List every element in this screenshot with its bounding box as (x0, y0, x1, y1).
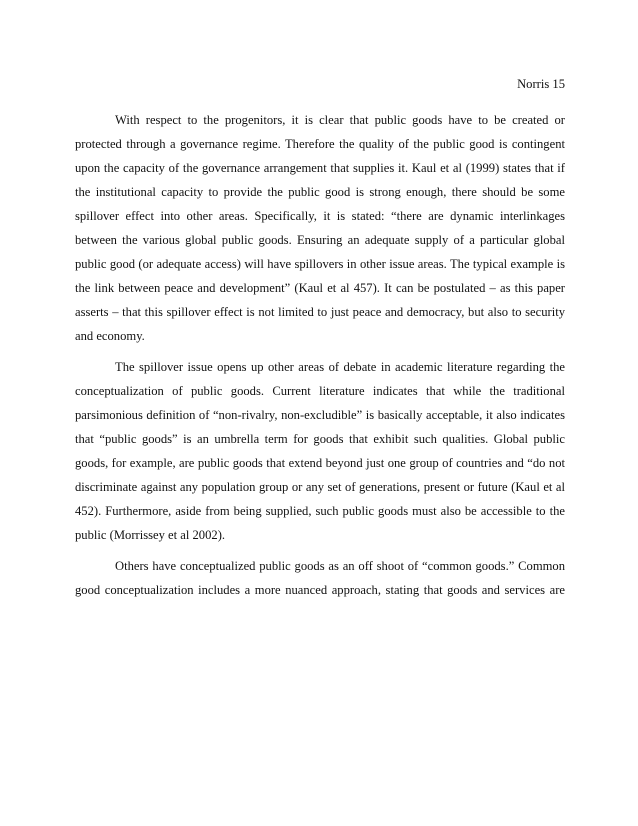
paragraph-line: that “public goods” is an umbrella term for goods that exhibit such qualities. Global public (75, 432, 565, 446)
running-head: Norris 15 (517, 77, 565, 91)
paragraph-line: good conceptualization includes a more nuanced approach, stating that goods and services are (75, 583, 565, 597)
paragraph-line: and economy. (75, 329, 145, 343)
paragraph-line: conceptualization of public goods. Current literature indicates that while the traditional (75, 384, 565, 398)
paragraph-gap (75, 547, 565, 554)
paragraph-spillover (75, 355, 565, 547)
paragraph-line: Others have conceptualized public goods as an off shoot of “common goods.” Common (115, 559, 565, 573)
paragraph-progenitors (75, 108, 565, 348)
paragraph-line: between the various global public goods. Ensuring an adequate supply of a particular global (75, 233, 565, 247)
paragraph-line: parsimonious definition of “non-rivalry, non-excludible” is basically acceptable, it also indicates (75, 408, 565, 422)
paragraph-line: the institutional capacity to provide the public good is strong enough, there should be some (75, 185, 565, 199)
paragraph-line: 452). Furthermore, aside from being supplied, such public goods must also be accessible to the (75, 504, 565, 518)
paragraph-common-goods (75, 554, 565, 602)
paragraph-line: public (Morrissey et al 2002). (75, 528, 226, 542)
paragraph-line: the link between peace and development” (Kaul et al 457). It can be postulated – as this paper (75, 281, 565, 295)
paragraph-line: asserts – that this spillover effect is not limited to just peace and democracy, but also to security (75, 305, 565, 319)
paragraph-line: discriminate against any population group or any set of generations, present or future (Kaul et al (75, 480, 565, 494)
paragraph-line: upon the capacity of the governance arrangement that supplies it. Kaul et al (1999) states that if (75, 161, 565, 175)
paragraph-line: protected through a governance regime. Therefore the quality of the public good is contingent (75, 137, 565, 151)
paragraph-line: The spillover issue opens up other areas of debate in academic literature regarding the (115, 360, 565, 374)
paragraph-line: goods, for example, are public goods that extend beyond just one group of countries and “do not (75, 456, 565, 470)
paragraph-line: spillover effect into other areas. Specifically, it is stated: “there are dynamic interlinkages (75, 209, 565, 223)
document-body (75, 108, 565, 602)
paragraph-line: With respect to the progenitors, it is clear that public goods have to be created or (115, 113, 565, 127)
paragraph-gap (75, 348, 565, 355)
paragraph-line: public good (or adequate access) will have spillovers in other issue areas. The typical example is (75, 257, 565, 271)
